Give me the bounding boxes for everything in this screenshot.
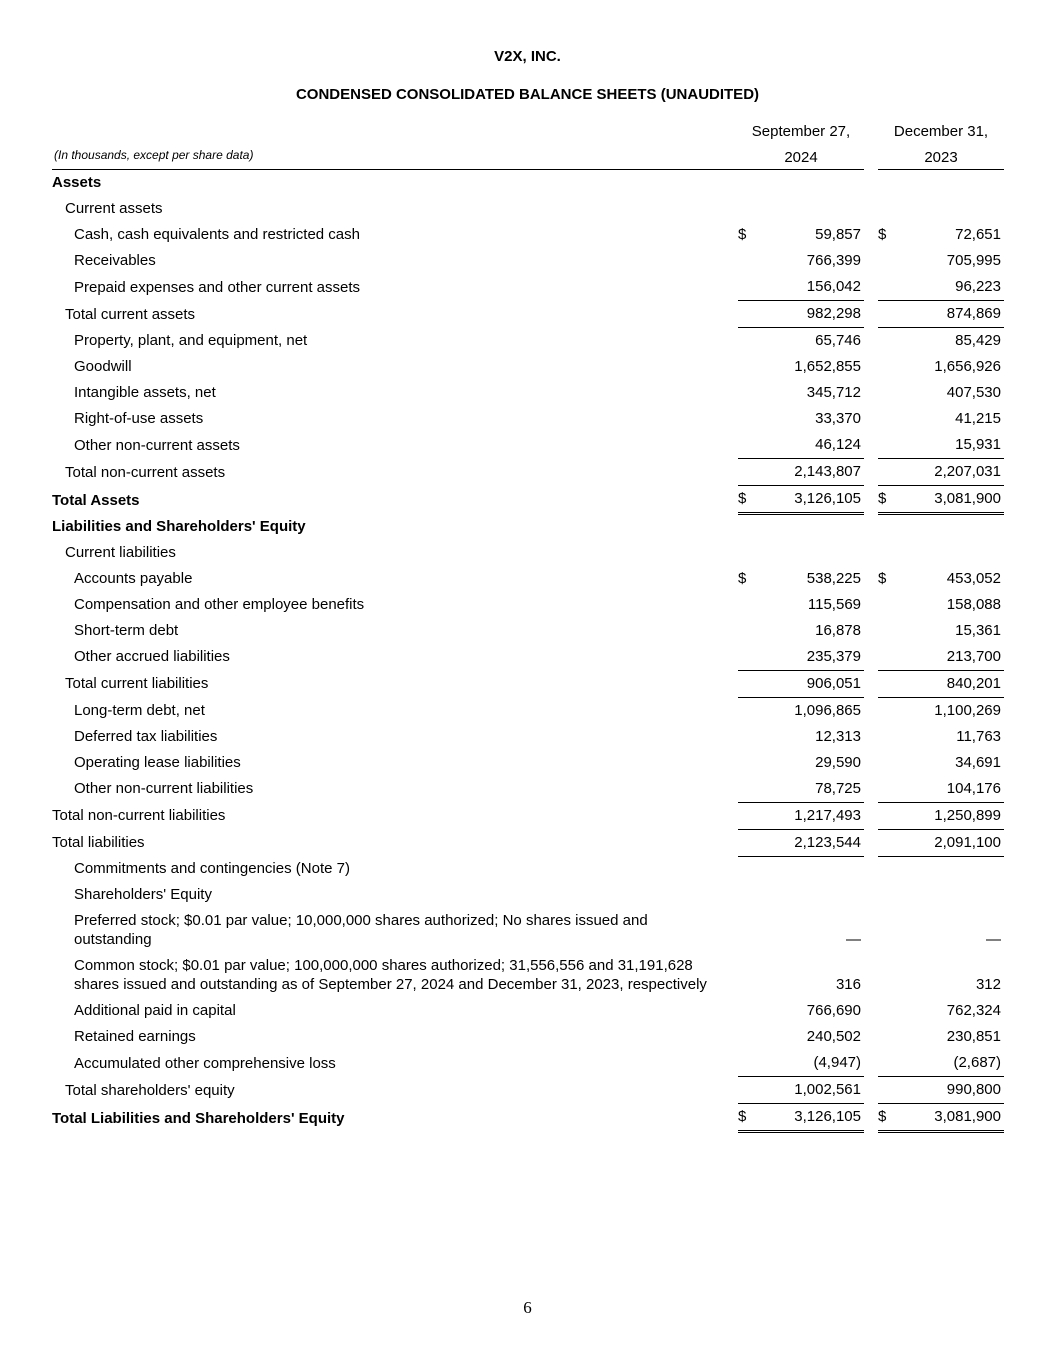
table-row bbox=[52, 486, 1004, 514]
column-gap bbox=[864, 1077, 878, 1104]
column-gap bbox=[864, 1050, 878, 1077]
dollar-sign-2 bbox=[878, 248, 900, 274]
row-label: Prepaid expenses and other current assets bbox=[74, 278, 361, 296]
table-row bbox=[52, 802, 1004, 829]
column-gap bbox=[864, 196, 878, 222]
header-gap bbox=[864, 143, 878, 170]
row-value-2: 3,081,900 bbox=[900, 486, 1004, 514]
row-value-1: 29,590 bbox=[815, 753, 861, 771]
dollar-sign-1 bbox=[738, 953, 760, 998]
row-label: Accounts payable bbox=[74, 569, 193, 587]
table-row bbox=[52, 274, 1004, 301]
dollar-sign-2 bbox=[878, 882, 900, 908]
row-value-1: 59,857 bbox=[815, 226, 861, 243]
row-value-1: 1,217,493 bbox=[760, 802, 864, 829]
dollar-sign-1 bbox=[738, 170, 760, 197]
column-gap bbox=[864, 856, 878, 882]
row-label: Other non-current assets bbox=[74, 436, 240, 454]
row-label: Total shareholders' equity bbox=[65, 1081, 235, 1099]
dollar-sign-2: $ bbox=[878, 569, 887, 587]
table-row bbox=[52, 196, 1004, 222]
table-row bbox=[52, 380, 1004, 406]
row-value-2: 453,052 bbox=[946, 569, 1001, 587]
dollar-sign-2 bbox=[878, 776, 900, 803]
row-label: Additional paid in capital bbox=[74, 1002, 236, 1019]
column-gap bbox=[864, 908, 878, 953]
column-gap bbox=[864, 802, 878, 829]
dollar-sign-2 bbox=[878, 998, 900, 1024]
table-row bbox=[52, 1077, 1004, 1104]
page-number: 6 bbox=[523, 1298, 532, 1317]
column-gap bbox=[864, 514, 878, 540]
row-value-2: 840,201 bbox=[900, 670, 1004, 697]
dollar-sign-1 bbox=[738, 856, 760, 882]
dollar-sign-2 bbox=[878, 1077, 900, 1104]
column-gap bbox=[864, 1104, 878, 1132]
dollar-sign-1 bbox=[738, 328, 760, 355]
dollar-sign-1 bbox=[738, 670, 760, 697]
row-label: Intangible assets, net bbox=[74, 384, 216, 401]
dollar-sign-2 bbox=[878, 829, 900, 856]
column-gap bbox=[864, 222, 878, 248]
dollar-sign-1: $ bbox=[738, 1104, 760, 1132]
dollar-sign-1 bbox=[738, 998, 760, 1024]
table-row bbox=[52, 670, 1004, 697]
dollar-sign-1: $ bbox=[738, 486, 760, 514]
table-row bbox=[52, 222, 1004, 248]
company-name: V2X, INC. bbox=[494, 48, 561, 65]
table-row bbox=[52, 432, 1004, 459]
dollar-sign-2: $ bbox=[878, 486, 900, 514]
table-row bbox=[52, 301, 1004, 328]
dollar-sign-1: $ bbox=[738, 226, 747, 243]
dollar-sign-1 bbox=[738, 354, 760, 380]
row-label: Long-term debt, net bbox=[74, 701, 205, 719]
table-row bbox=[52, 724, 1004, 750]
row-label: Liabilities and Shareholders' Equity bbox=[52, 517, 306, 535]
row-value-2: 1,250,899 bbox=[900, 802, 1004, 829]
dollar-sign-2 bbox=[878, 697, 900, 724]
column-gap bbox=[864, 459, 878, 486]
row-label: Other non-current liabilities bbox=[74, 780, 254, 797]
row-value-1 bbox=[760, 514, 864, 540]
table-row bbox=[52, 514, 1004, 540]
dollar-sign-1 bbox=[738, 1024, 760, 1050]
row-label: Total Assets bbox=[52, 491, 140, 509]
dollar-sign-1 bbox=[738, 540, 760, 566]
row-label: Cash, cash equivalents and restricted cash bbox=[74, 226, 360, 243]
row-value-2: 96,223 bbox=[900, 274, 1004, 301]
row-value-1: 3,126,105 bbox=[760, 486, 864, 514]
table-row bbox=[52, 882, 1004, 908]
row-value-1: 766,399 bbox=[806, 252, 861, 269]
dollar-sign-2 bbox=[878, 1050, 900, 1077]
dollar-sign-1 bbox=[738, 882, 760, 908]
column-gap bbox=[864, 998, 878, 1024]
column-gap bbox=[864, 274, 878, 301]
dollar-sign-1 bbox=[738, 750, 760, 776]
row-label: Deferred tax liabilities bbox=[74, 727, 218, 745]
row-value-2: 11,763 bbox=[956, 727, 1001, 745]
dollar-sign-1 bbox=[738, 459, 760, 486]
row-value-1: (4,947) bbox=[760, 1050, 864, 1077]
row-label: Right-of-use assets bbox=[74, 410, 204, 427]
row-value-1 bbox=[760, 170, 864, 197]
column-header-row bbox=[52, 119, 1004, 143]
row-value-1: 2,123,544 bbox=[760, 829, 864, 856]
table-row bbox=[52, 856, 1004, 882]
row-label: Compensation and other employee benefits bbox=[74, 595, 365, 613]
table-row bbox=[52, 750, 1004, 776]
dollar-sign-2 bbox=[878, 953, 900, 998]
row-value-1: 1,652,855 bbox=[794, 358, 861, 375]
row-label: Total current assets bbox=[65, 305, 196, 323]
row-value-2: 72,651 bbox=[955, 226, 1001, 243]
column-gap bbox=[864, 380, 878, 406]
dollar-sign-2 bbox=[878, 274, 900, 301]
row-value-2: 874,869 bbox=[900, 301, 1004, 328]
balance-sheet-table bbox=[52, 119, 1004, 1133]
dollar-sign-2 bbox=[878, 856, 900, 882]
column-header-period-2: December 31, bbox=[893, 123, 989, 140]
row-label: Assets bbox=[52, 174, 102, 191]
row-label: Shareholders' Equity bbox=[74, 886, 212, 903]
row-value-2 bbox=[900, 514, 1004, 540]
column-gap bbox=[864, 882, 878, 908]
table-row bbox=[52, 618, 1004, 644]
dollar-sign-1 bbox=[738, 908, 760, 953]
table-row bbox=[52, 908, 1004, 953]
dollar-sign-2 bbox=[878, 908, 900, 953]
row-value-2: 762,324 bbox=[946, 1002, 1001, 1019]
column-header-period-1: September 27, bbox=[751, 123, 851, 140]
column-gap bbox=[864, 248, 878, 274]
column-gap bbox=[864, 724, 878, 750]
table-row bbox=[52, 566, 1004, 592]
dollar-sign-2 bbox=[878, 328, 900, 355]
dollar-sign-2 bbox=[878, 380, 900, 406]
row-value-2: 213,700 bbox=[900, 644, 1004, 671]
row-label: Total Liabilities and Shareholders' Equity bbox=[52, 1109, 345, 1127]
dollar-sign-1 bbox=[738, 432, 760, 459]
row-value-1: 12,313 bbox=[815, 727, 861, 745]
dollar-sign-2: $ bbox=[878, 226, 887, 243]
row-value-2 bbox=[900, 196, 1004, 222]
row-value-1: 156,042 bbox=[760, 274, 864, 301]
row-value-2: 158,088 bbox=[946, 595, 1001, 613]
row-label: Current assets bbox=[65, 200, 163, 217]
dollar-sign-2 bbox=[878, 644, 900, 671]
header-gap bbox=[864, 119, 878, 143]
table-row bbox=[52, 1104, 1004, 1132]
dollar-sign-2 bbox=[878, 432, 900, 459]
row-value-2 bbox=[900, 170, 1004, 197]
column-gap bbox=[864, 406, 878, 432]
row-value-1: 316 bbox=[835, 976, 861, 993]
row-value-2 bbox=[900, 882, 1004, 908]
table-row bbox=[52, 998, 1004, 1024]
row-value-1: 78,725 bbox=[760, 776, 864, 803]
dollar-sign-2 bbox=[878, 406, 900, 432]
column-gap bbox=[864, 1024, 878, 1050]
table-row bbox=[52, 406, 1004, 432]
row-value-2: 705,995 bbox=[946, 252, 1001, 269]
row-value-1: 906,051 bbox=[760, 670, 864, 697]
document-title: CONDENSED CONSOLIDATED BALANCE SHEETS (UNAUDITED) bbox=[295, 86, 760, 103]
dollar-sign-1 bbox=[738, 618, 760, 644]
row-value-2: 407,530 bbox=[946, 384, 1001, 401]
table-row bbox=[52, 1050, 1004, 1077]
row-label: Common stock; $0.01 par value; 100,000,000 shares authorized; 31,556,556 and 31,191,628 shares issued and outstanding as of September 27, 2024 and December 31, 2023, respectively bbox=[74, 957, 707, 993]
dollar-sign-1 bbox=[738, 196, 760, 222]
dollar-sign-2 bbox=[878, 540, 900, 566]
row-value-2: 230,851 bbox=[946, 1028, 1001, 1045]
row-value-1: 235,379 bbox=[760, 644, 864, 671]
column-gap bbox=[864, 670, 878, 697]
row-value-1: 538,225 bbox=[806, 569, 861, 587]
column-header-year-2: 2023 bbox=[878, 143, 1004, 170]
dollar-sign-1 bbox=[738, 1050, 760, 1077]
table-row bbox=[52, 170, 1004, 197]
row-label: Total non-current liabilities bbox=[52, 807, 226, 824]
dollar-sign-2 bbox=[878, 724, 900, 750]
row-label: Receivables bbox=[74, 252, 156, 269]
table-row bbox=[52, 248, 1004, 274]
row-value-2: 15,361 bbox=[955, 621, 1001, 639]
dollar-sign-2 bbox=[878, 459, 900, 486]
row-label: Total liabilities bbox=[52, 834, 145, 851]
table-row bbox=[52, 1024, 1004, 1050]
row-value-1: 33,370 bbox=[815, 410, 861, 427]
row-label: Property, plant, and equipment, net bbox=[74, 332, 308, 349]
dollar-sign-2 bbox=[878, 592, 900, 618]
row-value-1: 240,502 bbox=[806, 1028, 861, 1045]
row-label: Accumulated other comprehensive loss bbox=[74, 1054, 336, 1072]
row-value-2: — bbox=[986, 931, 1001, 948]
dollar-sign-2 bbox=[878, 354, 900, 380]
row-label: Current liabilities bbox=[65, 543, 176, 561]
column-gap bbox=[864, 953, 878, 998]
dollar-sign-1 bbox=[738, 724, 760, 750]
dollar-sign-1 bbox=[738, 697, 760, 724]
column-gap bbox=[864, 697, 878, 724]
row-value-1 bbox=[760, 856, 864, 882]
table-row bbox=[52, 540, 1004, 566]
dollar-sign-1: $ bbox=[738, 569, 747, 587]
row-value-2: 3,081,900 bbox=[900, 1104, 1004, 1132]
row-value-2: 2,207,031 bbox=[900, 459, 1004, 486]
column-header-year-1: 2024 bbox=[738, 143, 864, 170]
row-value-1 bbox=[760, 196, 864, 222]
row-label: Other accrued liabilities bbox=[74, 648, 230, 665]
dollar-sign-1 bbox=[738, 514, 760, 540]
row-value-1: 16,878 bbox=[815, 621, 861, 639]
dollar-sign-1 bbox=[738, 776, 760, 803]
table-row bbox=[52, 592, 1004, 618]
row-value-2: 85,429 bbox=[955, 332, 1001, 349]
column-gap bbox=[864, 566, 878, 592]
column-gap bbox=[864, 328, 878, 355]
row-value-1: 1,002,561 bbox=[760, 1077, 864, 1104]
row-label: Commitments and contingencies (Note 7) bbox=[74, 860, 350, 877]
dollar-sign-2 bbox=[878, 670, 900, 697]
column-gap bbox=[864, 750, 878, 776]
row-value-1: 345,712 bbox=[806, 384, 861, 401]
row-value-1: 3,126,105 bbox=[760, 1104, 864, 1132]
row-value-1: 2,143,807 bbox=[760, 459, 864, 486]
row-value-1: 766,690 bbox=[806, 1002, 861, 1019]
dollar-sign-2 bbox=[878, 618, 900, 644]
row-value-2: 104,176 bbox=[900, 776, 1004, 803]
row-value-2: 15,931 bbox=[900, 432, 1004, 459]
dollar-sign-2 bbox=[878, 514, 900, 540]
column-gap bbox=[864, 776, 878, 803]
column-gap bbox=[864, 540, 878, 566]
table-row bbox=[52, 459, 1004, 486]
row-value-1: 982,298 bbox=[760, 301, 864, 328]
table-row bbox=[52, 354, 1004, 380]
row-value-1: — bbox=[846, 931, 861, 948]
column-gap bbox=[864, 354, 878, 380]
dollar-sign-1 bbox=[738, 644, 760, 671]
row-value-2: 2,091,100 bbox=[900, 829, 1004, 856]
row-value-1: 115,569 bbox=[807, 595, 861, 613]
row-value-1 bbox=[760, 540, 864, 566]
table-row bbox=[52, 953, 1004, 998]
dollar-sign-2 bbox=[878, 1024, 900, 1050]
dollar-sign-1 bbox=[738, 380, 760, 406]
dollar-sign-1 bbox=[738, 1077, 760, 1104]
units-note: (In thousands, except per share data) bbox=[52, 143, 738, 170]
column-gap bbox=[864, 486, 878, 514]
row-value-2 bbox=[900, 856, 1004, 882]
dollar-sign-1 bbox=[738, 301, 760, 328]
dollar-sign-2 bbox=[878, 170, 900, 197]
table-row bbox=[52, 697, 1004, 724]
dollar-sign-2: $ bbox=[878, 1104, 900, 1132]
column-gap bbox=[864, 301, 878, 328]
header-spacer bbox=[52, 119, 738, 143]
dollar-sign-1 bbox=[738, 406, 760, 432]
dollar-sign-1 bbox=[738, 802, 760, 829]
dollar-sign-2 bbox=[878, 301, 900, 328]
column-gap bbox=[864, 618, 878, 644]
row-value-2: 1,100,269 bbox=[934, 701, 1001, 719]
dollar-sign-2 bbox=[878, 802, 900, 829]
table-row bbox=[52, 829, 1004, 856]
dollar-sign-1 bbox=[738, 592, 760, 618]
column-gap bbox=[864, 170, 878, 197]
table-row bbox=[52, 644, 1004, 671]
column-gap bbox=[864, 644, 878, 671]
row-value-2: 41,215 bbox=[955, 410, 1001, 427]
table-row bbox=[52, 776, 1004, 803]
row-label: Total non-current assets bbox=[65, 463, 226, 481]
balance-sheet-body bbox=[52, 170, 1004, 1132]
table-row bbox=[52, 328, 1004, 355]
row-value-2: (2,687) bbox=[900, 1050, 1004, 1077]
row-label: Retained earnings bbox=[74, 1028, 196, 1045]
dollar-sign-2 bbox=[878, 196, 900, 222]
column-gap bbox=[864, 592, 878, 618]
column-gap bbox=[864, 829, 878, 856]
column-subheader-row bbox=[52, 143, 1004, 170]
row-value-1: 65,746 bbox=[815, 332, 861, 349]
row-value-1 bbox=[760, 882, 864, 908]
row-label: Total current liabilities bbox=[65, 675, 209, 692]
row-label: Operating lease liabilities bbox=[74, 753, 241, 771]
dollar-sign-1 bbox=[738, 274, 760, 301]
row-value-1: 46,124 bbox=[760, 432, 864, 459]
row-value-2: 990,800 bbox=[900, 1077, 1004, 1104]
row-value-2: 312 bbox=[975, 976, 1001, 993]
dollar-sign-2 bbox=[878, 750, 900, 776]
dollar-sign-1 bbox=[738, 248, 760, 274]
row-value-2: 34,691 bbox=[955, 753, 1001, 771]
row-value-1: 1,096,865 bbox=[794, 701, 861, 719]
row-label: Short-term debt bbox=[74, 621, 179, 639]
row-value-2: 1,656,926 bbox=[934, 358, 1001, 375]
column-gap bbox=[864, 432, 878, 459]
row-value-2 bbox=[900, 540, 1004, 566]
dollar-sign-1 bbox=[738, 829, 760, 856]
row-label: Goodwill bbox=[74, 358, 132, 375]
row-label: Preferred stock; $0.01 par value; 10,000,000 shares authorized; No shares issued and outstanding bbox=[74, 912, 648, 948]
